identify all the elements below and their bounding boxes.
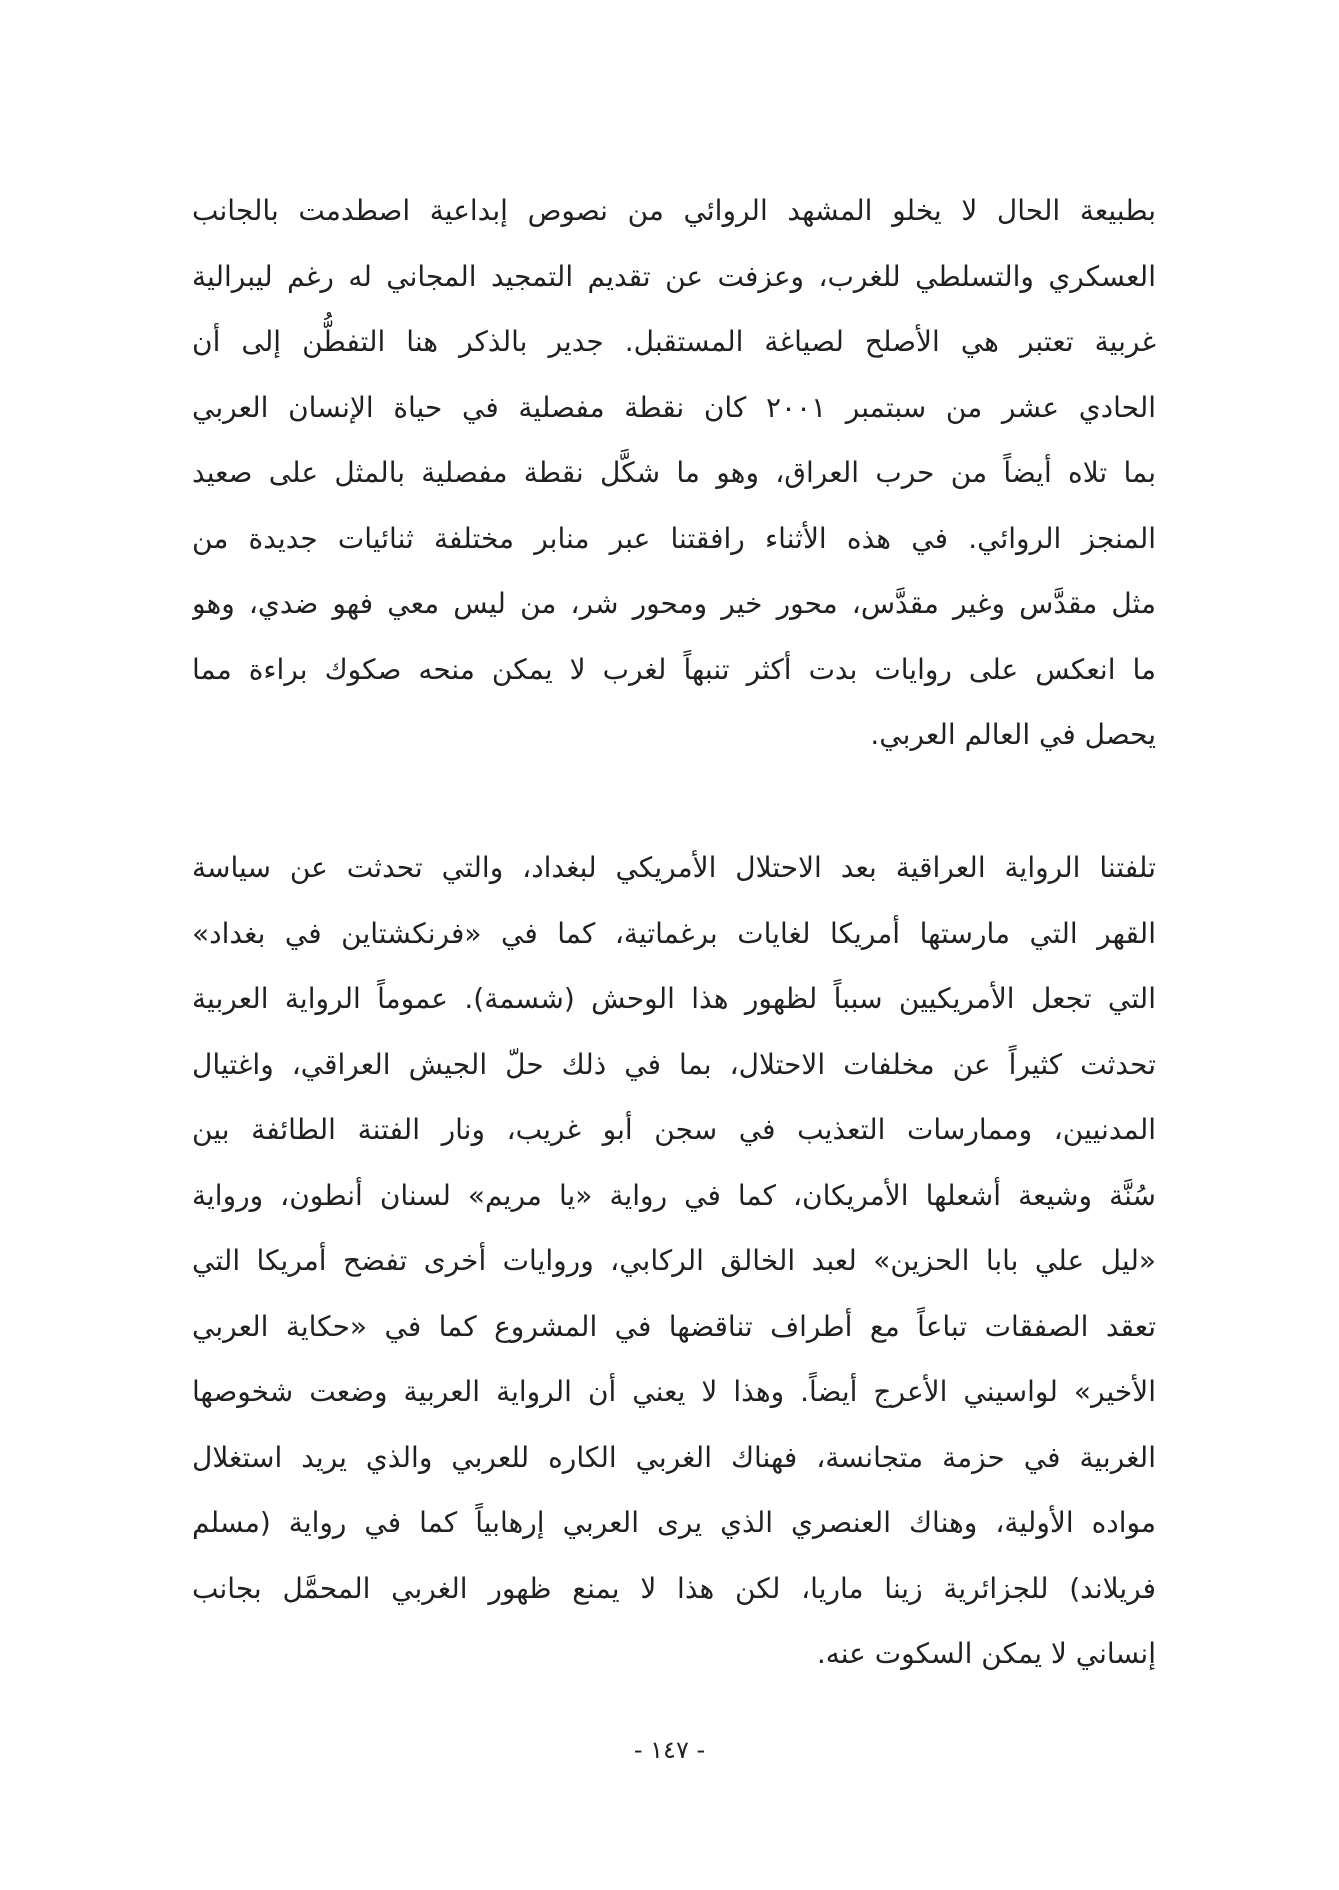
text-line: غربية تعتبر هي الأصلح لصياغة المستقبل. جدير بالذكر هنا التفطُّن إلى أن (192, 325, 1156, 358)
text-line: المنجز الروائي. في هذه الأثناء رافقتنا عبر منابر مختلفة ثنائيات جديدة من (192, 521, 1156, 555)
text-line: يحصل في العالم العربي. (870, 718, 1156, 751)
text-line: «ليل علي بابا الحزين» لعبد الخالق الركابي، وروايات أخرى تفضح أمريكا التي (192, 1244, 1156, 1277)
text-line: الغربية في حزمة متجانسة، فهناك الغربي الكاره للعربي والذي يريد استغلال (192, 1440, 1156, 1474)
text-line: فريلاند) للجزائرية زينا ماريا، لكن هذا لا يمنع ظهور الغربي المحمَّل بجانب (192, 1571, 1156, 1605)
text-line: تحدثت كثيراً عن مخلفات الاحتلال، بما في ذلك حلّ الجيش العراقي، واغتيال (192, 1047, 1156, 1081)
text-line: مواده الأولية، وهناك العنصري الذي يرى العربي إرهابياً كما في رواية (مسلم (192, 1506, 1156, 1539)
text-line: سُنَّة وشيعة أشعلها الأمريكان، كما في رواية «يا مريم» لسنان أنطون، ورواية (192, 1178, 1156, 1212)
text-line: بطبيعة الحال لا يخلو المشهد الروائي من نصوص إبداعية اصطدمت بالجانب (192, 194, 1156, 227)
text-line: القهر التي مارستها أمريكا لغايات برغماتية، كما في «فرنكشتاين في بغداد» (192, 916, 1156, 950)
text-line: تلفتنا الرواية العراقية بعد الاحتلال الأمريكي لبغداد، والتي تحدثت عن سياسة (192, 851, 1156, 884)
text-line: ما انعكس على روايات بدت أكثر تنبهاً لغرب لا يمكن منحه صكوك براءة مما (192, 652, 1156, 686)
text-line: مثل مقدَّس وغير مقدَّس، محور خير ومحور شر، من ليس معي فهو ضدي، وهو (192, 587, 1156, 620)
text-line: تعقد الصفقات تباعاً مع أطراف تناقضها في المشروع كما في «حكاية العربي (192, 1309, 1156, 1343)
text-line: بما تلاه أيضاً من حرب العراق، وهو ما شكَّل نقطة مفصلية بالمثل على صعيد (192, 456, 1156, 489)
text-line: المدنيين، وممارسات التعذيب في سجن أبو غريب، ونار الفتنة الطائفة بين (192, 1113, 1156, 1146)
text-line: إنساني لا يمكن السكوت عنه. (816, 1637, 1156, 1670)
paragraph-2 (192, 835, 1156, 1687)
text-line: الأخير» لواسيني الأعرج أيضاً. وهذا لا يعني أن الرواية العربية وضعت شخوصها (192, 1375, 1156, 1408)
text-line: التي تجعل الأمريكيين سبباً لظهور هذا الوحش (شسمة). عموماً الرواية العربية (192, 982, 1156, 1015)
text-line: العسكري والتسلطي للغرب، وعزفت عن تقديم التمجيد المجاني له رغم ليبرالية (192, 259, 1156, 293)
text-line: الحادي عشر من سبتمبر ٢٠٠١ كان نقطة مفصلية في حياة الإنسان العربي (192, 390, 1156, 424)
page-number: - ١٤٧ - (633, 1736, 706, 1764)
paragraph-1 (192, 178, 1156, 768)
